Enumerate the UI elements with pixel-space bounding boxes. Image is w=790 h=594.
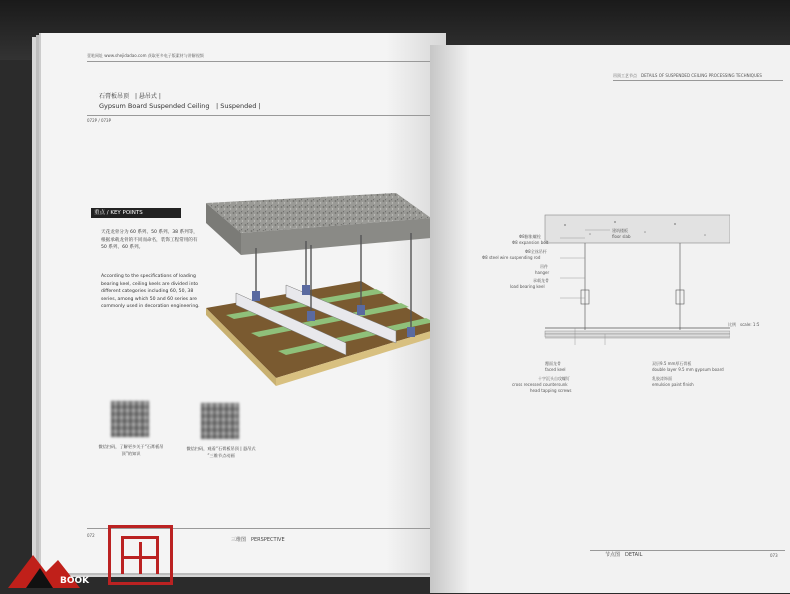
label-paint-en: emulsion paint finish	[652, 382, 694, 387]
label-faced-keel-en: faced keel	[545, 367, 566, 372]
right-header-rule	[613, 80, 783, 81]
floor-slab-section	[545, 215, 730, 243]
label-bearing-keel-en: load bearing keel	[510, 284, 545, 289]
title-rule	[87, 115, 432, 116]
qr-code-2[interactable]	[201, 403, 239, 439]
left-page-number: 072	[87, 533, 95, 538]
label-screws-en-1: cross recessed countersunk	[512, 382, 568, 387]
key-points-label: 重点 / KEY POINTS	[91, 208, 181, 218]
label-gypsum-en: double layer 9.5 mm gypsum board	[652, 367, 724, 372]
key-points-en: According to the specifications of loading bearing keel, ceiling keels are divided into different categories including 60, 50, 38 series, among which 50 and 60 series are commonly used in decoration engineering.	[101, 274, 200, 310]
label-bearing-keel-cn: 承载龙骨	[533, 278, 549, 283]
ceiling-perspective-illustration	[196, 193, 441, 393]
scale-label: 比例 scale: 1:5	[728, 322, 760, 327]
key-points-cn: 天花龙骨分为 60 系列、50 系列、38 系列等，根据承载龙骨的不同而命名，装饰工程常用的有 50 系列、60 系列。	[101, 230, 198, 251]
label-floor-slab-en: floor slab	[612, 234, 631, 239]
label-expansion-bolt-en: Φ8 expansion bolt	[512, 240, 549, 245]
label-gypsum-cn: 双层9.5 mm厚石膏板	[652, 361, 692, 366]
hanger	[357, 305, 365, 315]
label-faced-keel-cn: 覆面龙骨	[545, 361, 561, 366]
gypsum-layer	[545, 331, 730, 334]
title-cn: 石膏板吊顶 | 悬吊式 |	[99, 93, 161, 100]
right-page-number: 073	[770, 553, 778, 558]
label-rod-cn: Φ8全丝吊杆	[525, 249, 547, 254]
label-hanger-en: hanger	[535, 270, 550, 275]
open-book	[25, 25, 790, 593]
left-page	[41, 33, 446, 573]
right-page	[430, 45, 790, 593]
title-en: Gypsum Board Suspended Ceiling | Suspended |	[99, 102, 261, 110]
left-footer-label: 三维图 PERSPECTIVE	[231, 537, 285, 543]
label-floor-slab-cn: 建筑楼板	[612, 228, 628, 233]
header-url: 壹哒网址 www.shejidadao.com 获取更多电子版素材与讲解视频	[87, 53, 204, 58]
page-code: 072P / 073P	[87, 118, 111, 123]
label-hanger-cn: 吊件	[540, 264, 548, 269]
right-header: 吊顶工艺节点 DETAILS OF SUSPENDED CEILING PROCESSING TECHNIQUES	[613, 73, 762, 78]
label-screws-cn: 十字沉头自攻螺钉	[538, 376, 570, 381]
header-rule	[87, 61, 432, 62]
label-rod-en: Φ8 steel wire suspending rod	[482, 255, 541, 260]
book-brand-text: BOOK	[60, 576, 90, 586]
qr-code-1[interactable]	[111, 401, 149, 437]
right-footer-label: 节点图 DETAIL	[605, 552, 643, 558]
label-paint-cn: 乳胶漆饰面	[652, 376, 672, 381]
red-seal-logo	[108, 525, 173, 585]
qr1-caption: 微信扫码，了解更多关于“石膏板吊顶”的知识	[98, 444, 164, 456]
qr2-caption: 微信扫码，观看“石膏板吊顶 | 悬吊式 ”三维节点动画	[186, 446, 256, 458]
hanger	[407, 327, 415, 337]
label-expansion-bolt-cn: Φ8膨胀螺栓	[519, 234, 541, 239]
label-screws-en-2: head tapping screws	[530, 388, 572, 393]
hanger	[302, 285, 310, 295]
hanger	[307, 311, 315, 321]
gypsum-layer	[545, 334, 730, 337]
book-brand-logo	[8, 550, 103, 594]
hanger	[252, 291, 260, 301]
